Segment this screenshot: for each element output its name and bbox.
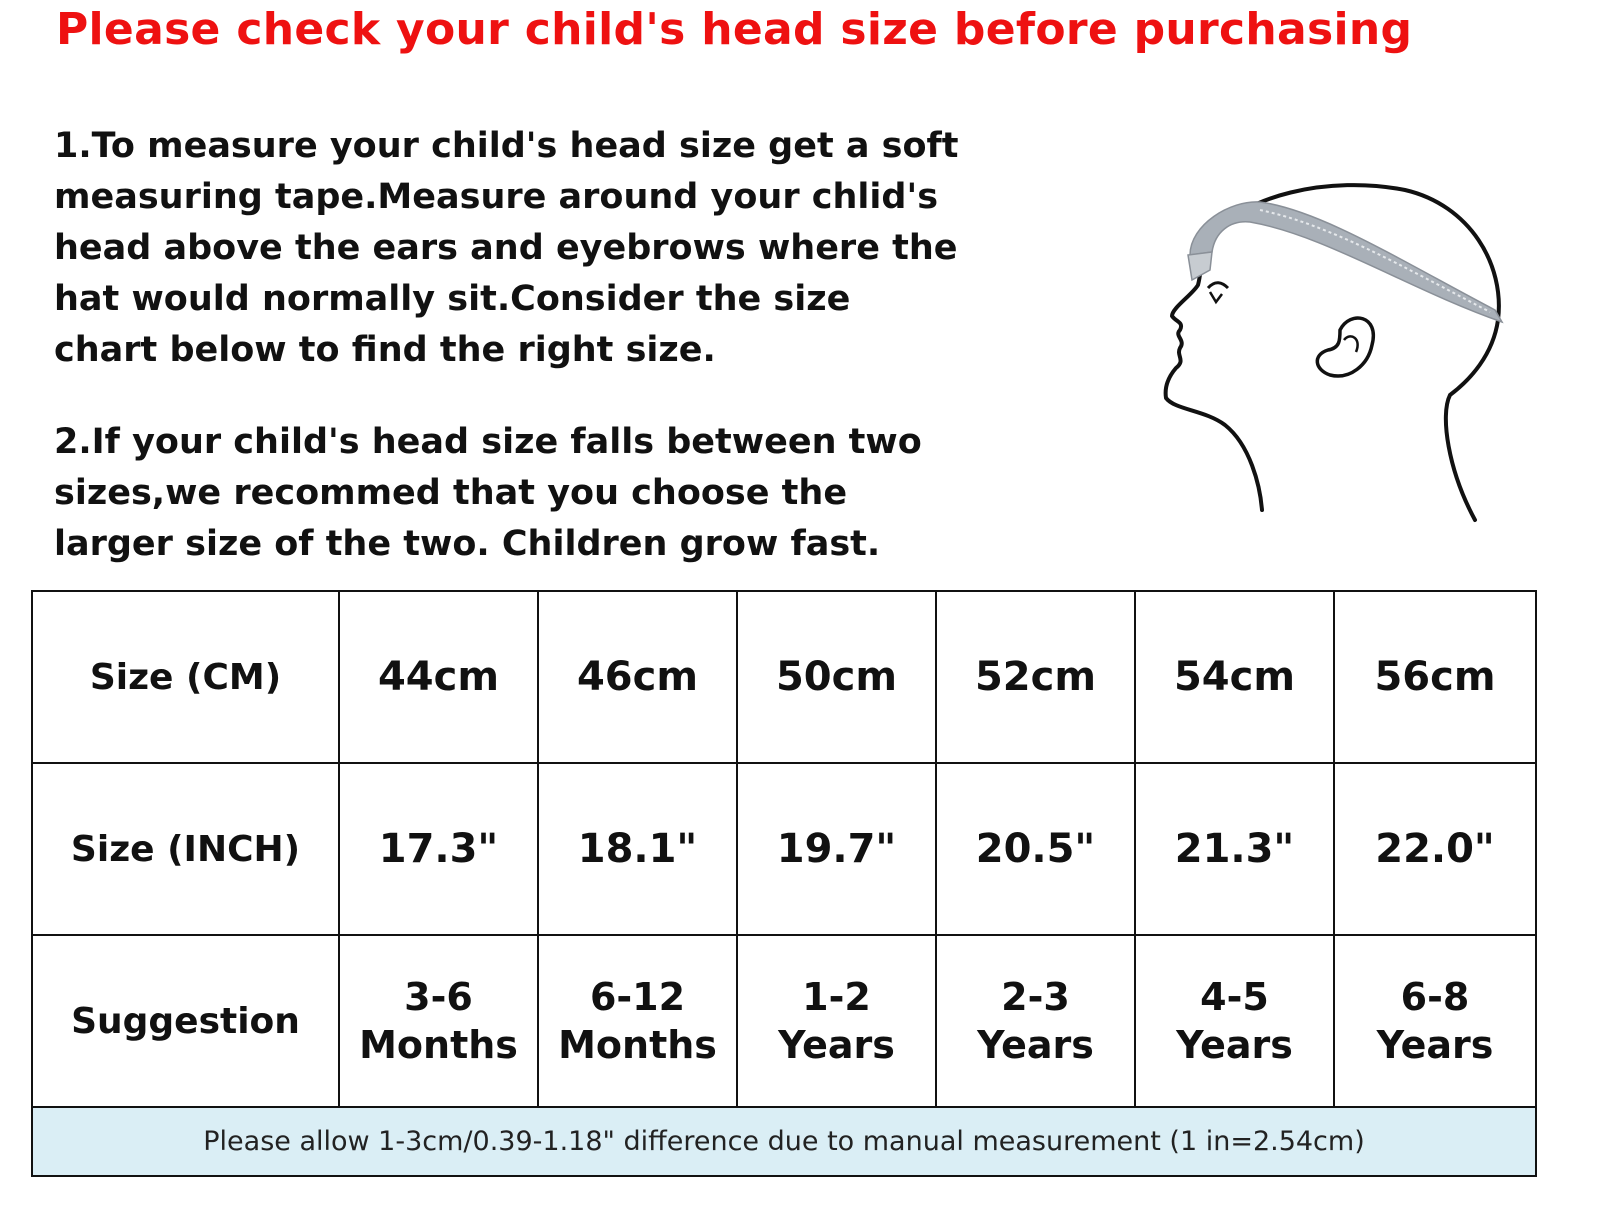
instruction-step-2 [54,417,922,570]
table-cell: 50cm [737,591,936,763]
table-row [32,1107,1536,1176]
table-row [32,591,1536,763]
table-cell: 52cm [936,591,1135,763]
table-cell: 3-6 Months [339,935,538,1107]
table-cell: 54cm [1135,591,1334,763]
row-label: Size (INCH) [32,763,339,935]
page-title: Please check your child's head size before purchasing [56,4,1413,55]
table-cell: 19.7" [737,763,936,935]
instruction-line: 1.To measure your child's head size get a soft [54,126,959,166]
table-cell: 2-3 Years [936,935,1135,1107]
table-cell: 1-2 Years [737,935,936,1107]
table-cell: 44cm [339,591,538,763]
table-cell: 6-8 Years [1334,935,1536,1107]
size-chart-table [31,590,1537,1177]
instruction-line: larger size of the two. Children grow fast. [54,524,881,564]
table-cell: 20.5" [936,763,1135,935]
table-cell: 18.1" [538,763,737,935]
measurement-note: Please allow 1-3cm/0.39-1.18" difference due to manual measurement (1 in=2.54cm) [32,1107,1536,1176]
instruction-line: 2.If your child's head size falls between two [54,422,922,462]
table-cell: 6-12 Months [538,935,737,1107]
table-cell: 56cm [1334,591,1536,763]
row-label: Suggestion [32,935,339,1107]
table-cell: 21.3" [1135,763,1334,935]
table-cell: 17.3" [339,763,538,935]
instruction-line: measuring tape.Measure around your chlid's [54,177,939,217]
table-cell: 4-5 Years [1135,935,1334,1107]
instruction-line: sizes,we recommed that you choose the [54,473,848,513]
row-label: Size (CM) [32,591,339,763]
table-row [32,935,1536,1107]
instruction-line: chart below to find the right size. [54,330,716,370]
instruction-step-1 [54,121,959,376]
table-row [32,763,1536,935]
table-cell: 46cm [538,591,737,763]
instruction-line: hat would normally sit.Consider the size [54,279,851,319]
instruction-line: head above the ears and eyebrows where the [54,228,958,268]
table-cell: 22.0" [1334,763,1536,935]
head-measuring-tape-icon [1150,170,1520,540]
